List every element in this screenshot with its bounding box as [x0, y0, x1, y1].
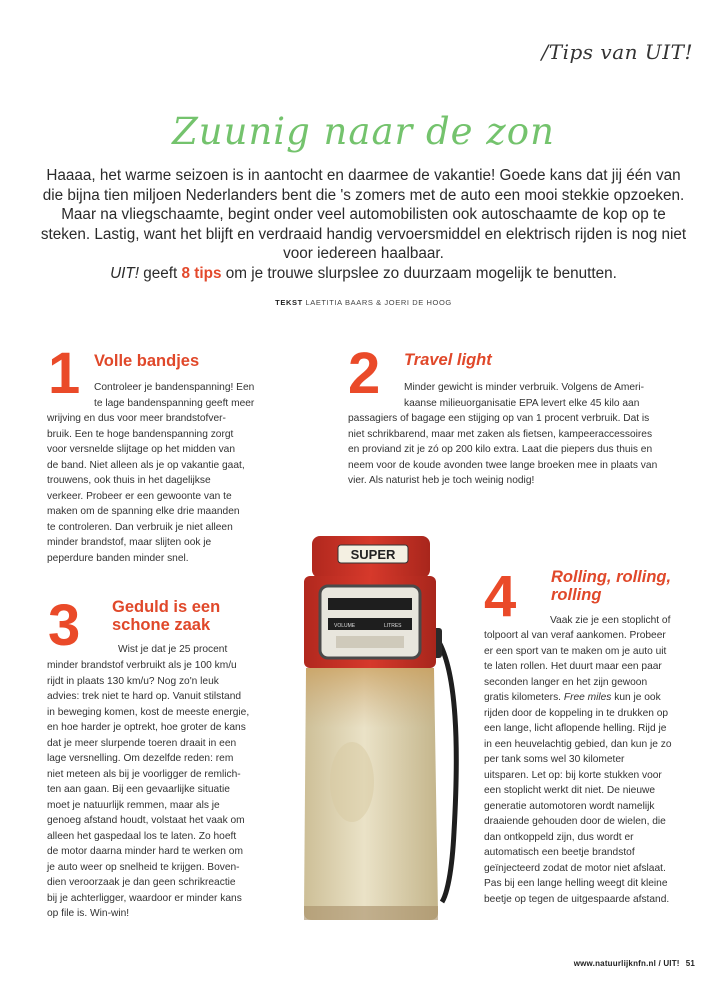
- tip-3-line: advies: trek niet te hard op. Vanuit stilstand: [47, 691, 242, 702]
- tip-3-heading: [112, 598, 220, 634]
- tip-4-line: te laten rollen. Het duurt maar een paar: [484, 661, 662, 672]
- tip-1-line: de band. Niet alleen als je op vakantie gaat,: [47, 459, 245, 471]
- tip-3-line: de motor daarna minder hard te werken om: [47, 846, 243, 857]
- tip-1-line: verkeer. Probeer er een gewoonte van te: [47, 490, 232, 502]
- tip-3-body-cont: [47, 658, 299, 922]
- tip-4-line: een lange, licht aflopende helling. Rijd je: [484, 723, 667, 734]
- tip-1-line: te lage bandenspanning geeft meer: [94, 397, 255, 409]
- tip-4-number: 4: [484, 564, 517, 629]
- tip-2-heading: Travel light: [404, 351, 492, 369]
- tip-3-heading-line: schone zaak: [112, 616, 211, 634]
- tip-4-line: een stoplicht werkt dit niet. De nieuwe: [484, 785, 656, 796]
- tip-4-line: generatie automotoren wordt namelijk: [484, 800, 655, 812]
- tip-3-line: ten aan gaan. Bij een gevaarlijke situatie: [47, 784, 230, 795]
- tip-3-line: en hoe harder je optrekt, hoe groter de kans: [47, 722, 246, 733]
- tip-2-line: passagiers of bagage een stijging op van 1 procent verbruik. Dat is: [348, 413, 650, 424]
- tip-4-line: draaiende gehouden door de wielen, die: [484, 816, 666, 827]
- tip-2-line: niet schrikbarend, maar met zaken als fietsen, kampeeraccessoires: [348, 428, 653, 440]
- pump-rust: [306, 668, 434, 728]
- tip-3-line: dat je meer slurpende toeren draait in een: [47, 737, 237, 749]
- tip-3-line: rijdt in plaats 130 km/u? Nog zo'n leuk: [47, 675, 219, 687]
- tip-4-line-text: gratis kilometers.: [484, 692, 561, 703]
- intro-brand: UIT!: [110, 264, 140, 282]
- tip-4-body-cont: [484, 628, 709, 907]
- tip-2-body-cont: [348, 411, 688, 489]
- tip-4-line: dan ontkoppeld zijn, dus wordt er: [484, 831, 634, 843]
- tip-3-number: 3: [48, 593, 81, 658]
- tip-3-line: Wist je dat je 25 procent: [118, 644, 228, 655]
- tip-1-heading: Volle bandjes: [94, 352, 200, 370]
- tip-1-line: Controleer je bandenspanning! Een: [94, 382, 255, 393]
- intro-highlight: 8 tips: [181, 264, 222, 282]
- tip-1-line: bruik. Een te hoge bandenspanning zorgt: [47, 428, 234, 440]
- tip-4-line: Vaak zie je een stoplicht of: [550, 615, 671, 626]
- tip-4-heading: [551, 568, 671, 604]
- pump-dial-plate: [336, 636, 404, 648]
- pump-sign-text: SUPER: [350, 547, 396, 562]
- tip-2-line: en proviand zit je zó op 200 kilo extra. Laat die piepers dus thuis en: [348, 444, 653, 455]
- tip-1-number: 1: [48, 341, 81, 406]
- tip-3-line: je auto weer op snelheid te krijgen. Boven-: [47, 861, 240, 873]
- article-title: Zuunig naar de zon: [172, 110, 555, 153]
- tip-3-line: moet je natuurlijk remmen, maar als je: [47, 799, 220, 811]
- footer-site: www.natuurlijknfn.nl / UIT!: [573, 959, 680, 968]
- pump-dial-label-litres: LITRES: [384, 623, 402, 629]
- pump-dial-price: [328, 598, 412, 610]
- tip-4-italic-after: kun je ook: [611, 692, 661, 703]
- tip-4-line: uitsparen. Let op: bij korte stukken voor: [484, 769, 662, 781]
- pump-base: [304, 906, 438, 920]
- credits-authors: LAETITIA BAARS & JOERI DE HOOG: [305, 298, 452, 307]
- tip-3-line: op file is. Win-win!: [47, 908, 130, 919]
- tip-4-line: rijden door de koppeling in te drukken op: [484, 707, 669, 719]
- tip-4-line: in een heuvelachtig gebied, dan kun je zo: [484, 738, 672, 750]
- intro-post-highlight: om je trouwe slurpslee zo duurzaam mogelijk te benutten.: [221, 264, 617, 282]
- tip-2-line: neem voor de koude avonden twee lange broeken mee in plaats van: [348, 459, 658, 471]
- credits: [0, 298, 727, 307]
- intro-text: Haaaa, het warme seizoen is in aantocht en daarmee de vakantie! Goede kans dat jij één van die bijna tien miljoen Nederlanders bent die 's zomers met de auto een mooi stekkie opzoeken. Maar na vliegschaamte, begint onder veel automobilisten ook autoschaamte de kop op te steken. Lastig, want het blijft en verdraaid handig vervoersmiddel en elektrisch rijden is nog niet voor iedereen haalbaar.: [40, 167, 687, 262]
- tip-4-line: tolpoort al van veraf aankomen. Probeer: [484, 630, 666, 641]
- intro-pre-highlight: geeft: [139, 264, 182, 282]
- pump-wear: [330, 742, 374, 822]
- tip-4-line: per tank soms wel 30 kilometer: [484, 754, 625, 765]
- tip-3-line: minder brandstof verbruikt als je 100 km/u: [47, 660, 237, 671]
- tip-4-body: [550, 613, 700, 629]
- tip-2-body: [404, 380, 704, 411]
- tip-4-line: Pas bij een lange helling weegt dit kleine: [484, 878, 668, 889]
- tip-1-line: te controleren. Dan verbruik je niet alleen: [47, 521, 233, 533]
- tip-1-body: [94, 380, 294, 411]
- tip-3-line: niet meteen als bij je voorligger de remlich-: [47, 768, 241, 780]
- tip-3-line: lage versnelling. Om dezelfde reden: rem: [47, 753, 234, 764]
- tip-4-line: [484, 690, 709, 706]
- tip-1-line: wrijving en dus voor meer brandstofver-: [47, 413, 226, 424]
- tip-1-line: maken om de spanning elke drie maanden: [47, 506, 240, 517]
- tip-4-line: automatisch een beetje brandstof: [484, 847, 635, 858]
- tip-2-line: vier. Als naturist heb je toch weinig nodig!: [348, 475, 535, 486]
- tip-4-line: beetje op tegen de uitgespaarde afstand.: [484, 893, 670, 905]
- tip-3-line: bij je achterligger, waardoor er minder kans: [47, 892, 242, 904]
- tip-1-line: peperdure banden minder snel.: [47, 552, 189, 564]
- tip-4-line: seconden langer en het zijn gewoon: [484, 676, 648, 688]
- fuel-pump-image: [292, 532, 462, 924]
- tip-1-body-cont: [47, 411, 292, 566]
- tip-2-line: Minder gewicht is minder verbruik. Volgens de Ameri-: [404, 382, 645, 393]
- tip-4-line: er een sport van te maken om je auto uit: [484, 645, 667, 657]
- tip-3-body: [118, 642, 298, 658]
- tip-4-italic-term: Free miles: [563, 692, 612, 703]
- tip-3-line: genoeg afstand houdt, volstaat het vaak om: [47, 815, 245, 826]
- tip-4-heading-line: Rolling, rolling,: [551, 568, 672, 586]
- tip-3-line: dien veroorzaak je dan geen schrikreactie: [47, 877, 236, 888]
- tip-3-heading-line: Geduld is een: [112, 598, 221, 616]
- tip-1-line: minder brandstof, maar slijten ook je: [47, 537, 212, 548]
- tip-2-line: kaanse milieuorganisatie EPA levert elke 45 kilo aan: [404, 397, 640, 409]
- pump-dial-label-volume: VOLUME: [334, 623, 356, 629]
- section-tag: /Tips van UIT!: [541, 40, 693, 64]
- tip-1-line: trouwens, ook thuis in het dagelijkse: [47, 475, 211, 486]
- credits-label: TEKST: [275, 298, 303, 307]
- tip-3-line: in beweging komen, kost de meeste energie,: [47, 706, 250, 718]
- page-number: 51: [685, 959, 695, 968]
- tip-1-line: voor versnelde slijtage op het midden van: [47, 444, 236, 455]
- tip-4-heading-line: rolling: [551, 586, 602, 604]
- footer: [574, 959, 695, 968]
- intro-paragraph: [40, 166, 687, 283]
- tip-4-line: geïnjecteerd zodat de motor niet afslaat.: [484, 862, 666, 874]
- tip-3-line: alleen het gaspedaal los te laten. Zo hoeft: [47, 830, 237, 842]
- tip-2-number: 2: [348, 341, 381, 406]
